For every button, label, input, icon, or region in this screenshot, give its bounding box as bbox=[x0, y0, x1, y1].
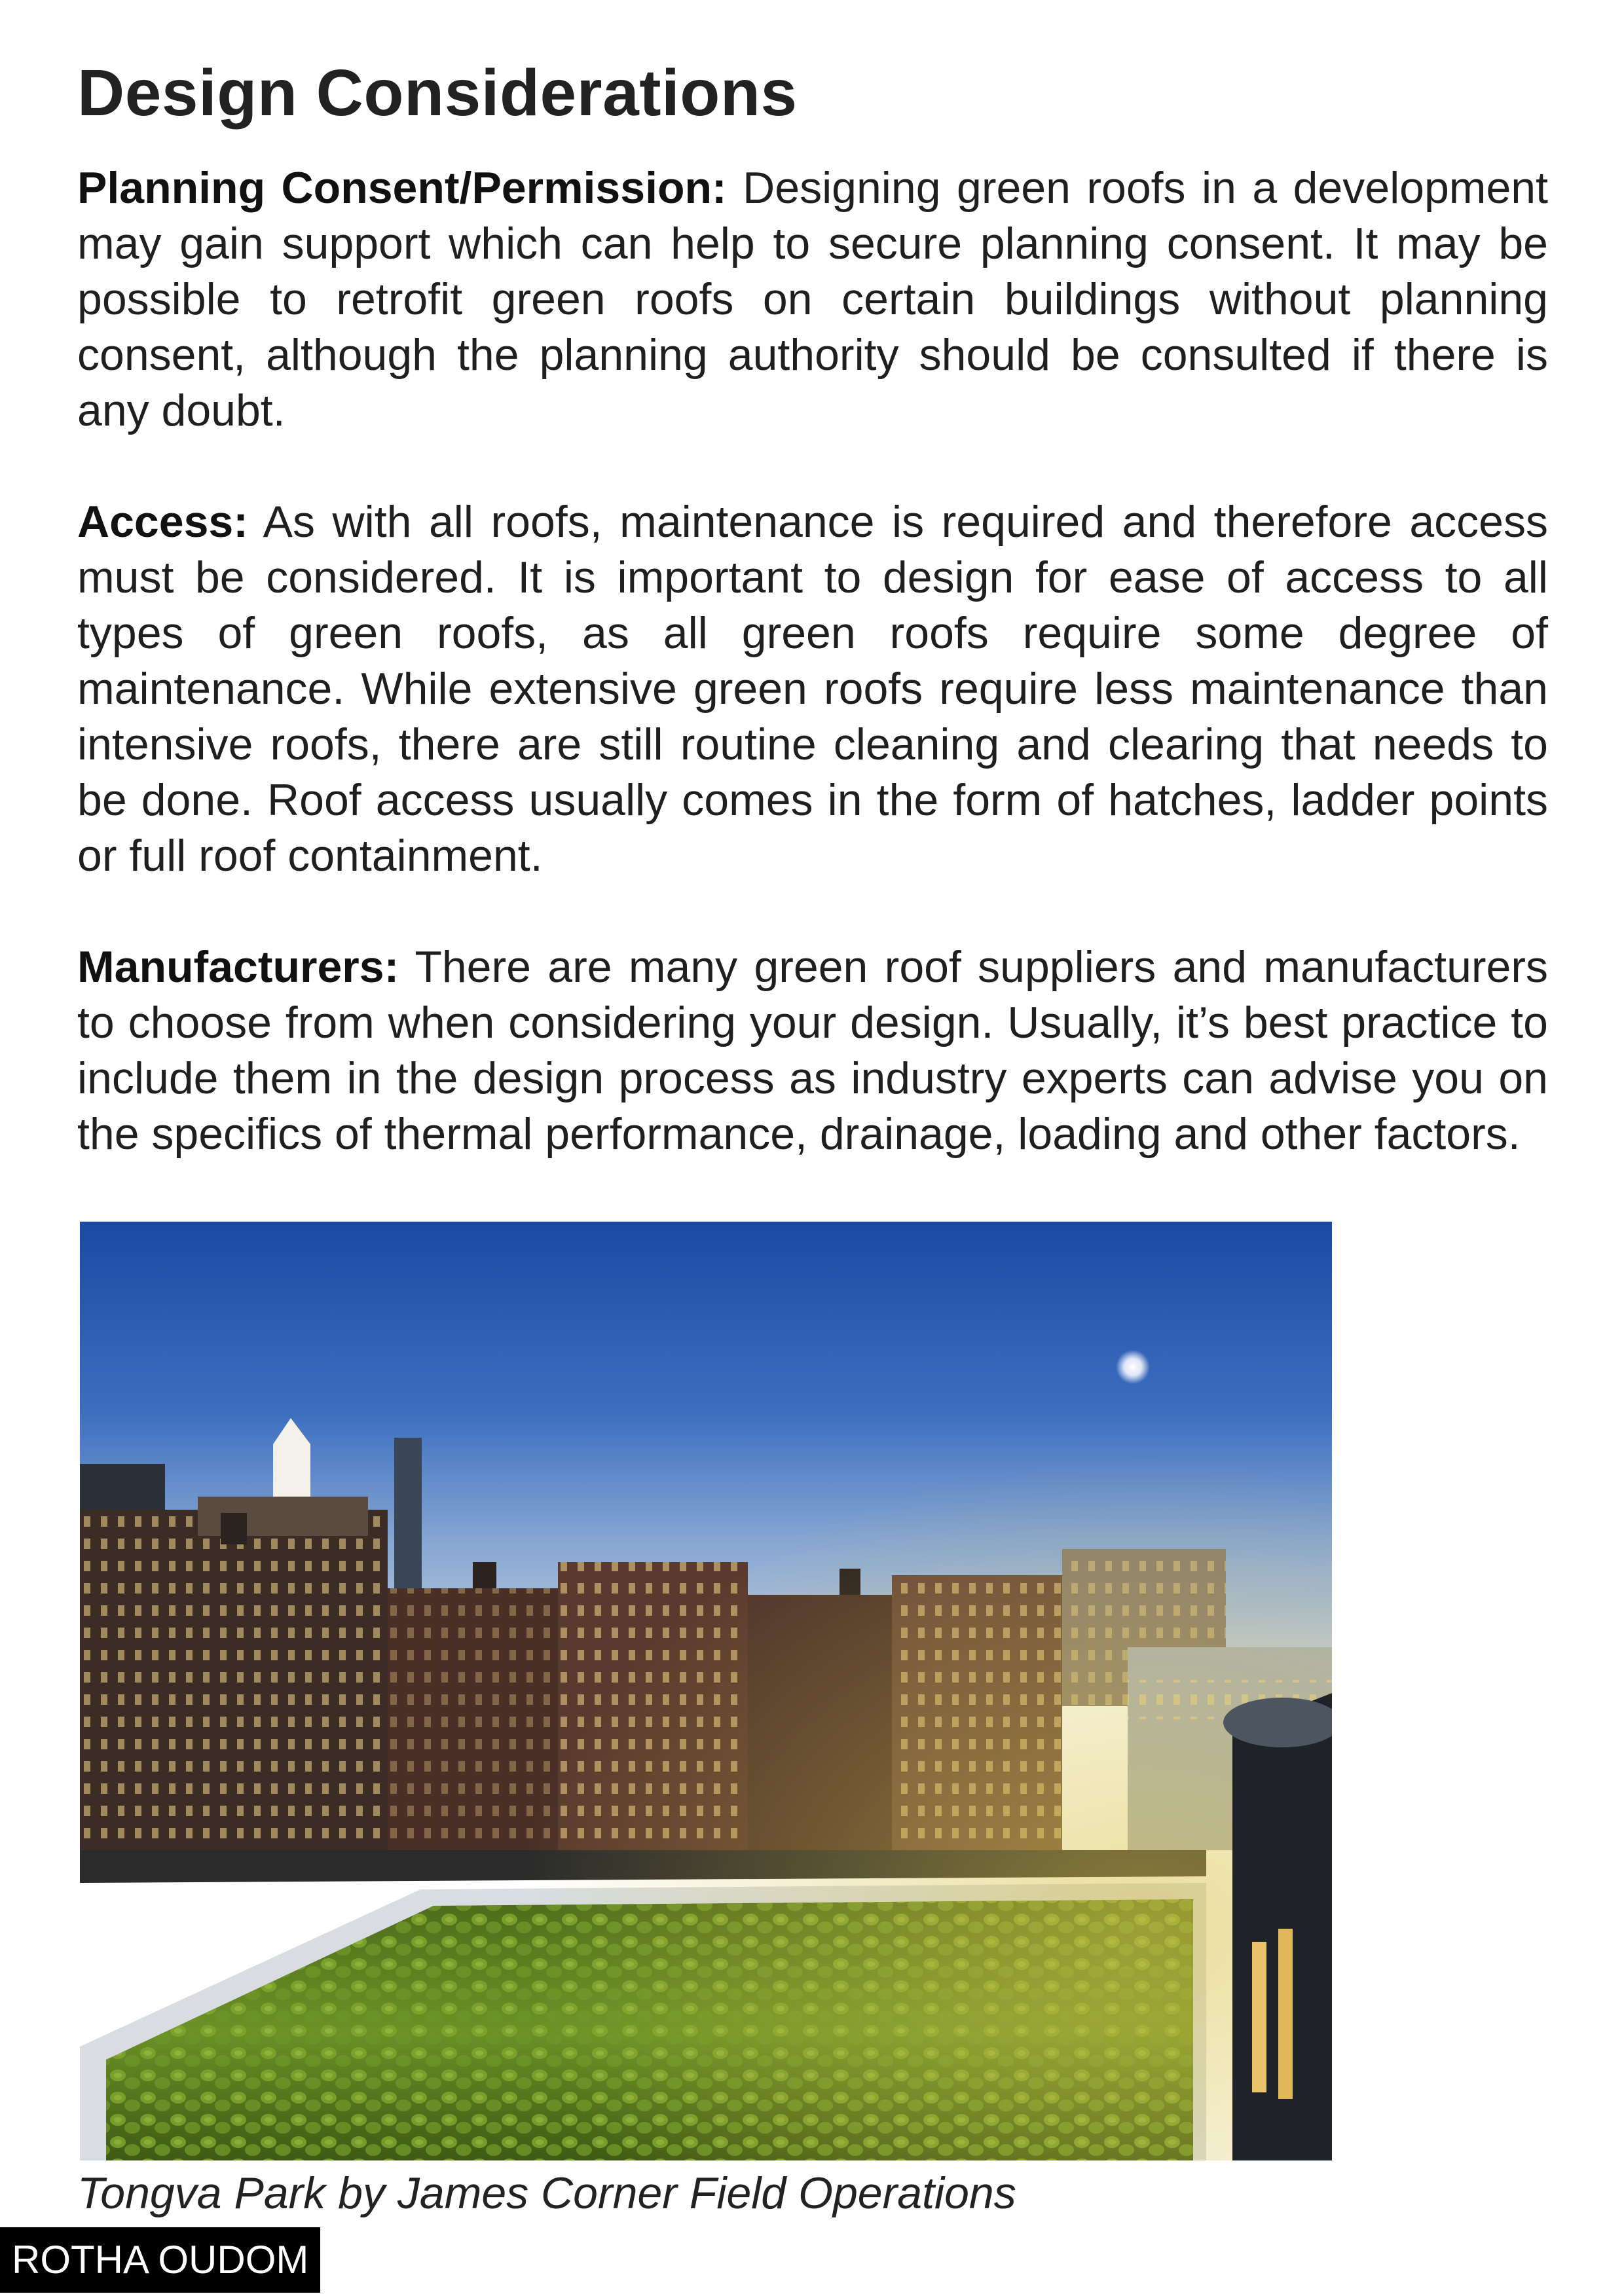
green-roof-photo bbox=[80, 1222, 1332, 2160]
paragraph-heading: Access: bbox=[77, 497, 248, 547]
page-title: Design Considerations bbox=[77, 56, 798, 130]
paragraph-manufacturers bbox=[77, 939, 1548, 1162]
paragraph-heading: Manufacturers: bbox=[77, 942, 399, 992]
author-badge: ROTHA OUDOM bbox=[0, 2227, 320, 2293]
paragraph-planning-consent bbox=[77, 160, 1548, 439]
paragraph-text: There are many green roof suppliers and manufacturers to choose from when considering your design. Usually, it’s best practice to include them in the design process as industry experts can advise you on the specifics of thermal performance, drainage, loading and other factors. bbox=[77, 942, 1548, 1159]
paragraph-access bbox=[77, 494, 1548, 884]
body-text bbox=[77, 160, 1548, 1218]
paragraph-text: As with all roofs, maintenance is required and therefore access must be considered. It is important to design for ease of access to all types of green roofs, as all green roofs require some degree of maintenance. While extensive green roofs require less maintenance than intensive roofs, there are still routine cleaning and clearing that needs to be done. Roof access usually comes in the form of hatches, ladder points or full roof containment. bbox=[77, 497, 1549, 881]
paragraph-text: Designing green roofs in a development may gain support which can help to secure planning consent. It may be possible to retrofit green roofs on certain buildings without planning consent, although the planning authority should be consulted if there is any doubt. bbox=[77, 163, 1548, 435]
paragraph-heading: Planning Consent/Permission: bbox=[77, 163, 727, 213]
figure-caption: Tongva Park by James Corner Field Operations bbox=[77, 2168, 1016, 2218]
